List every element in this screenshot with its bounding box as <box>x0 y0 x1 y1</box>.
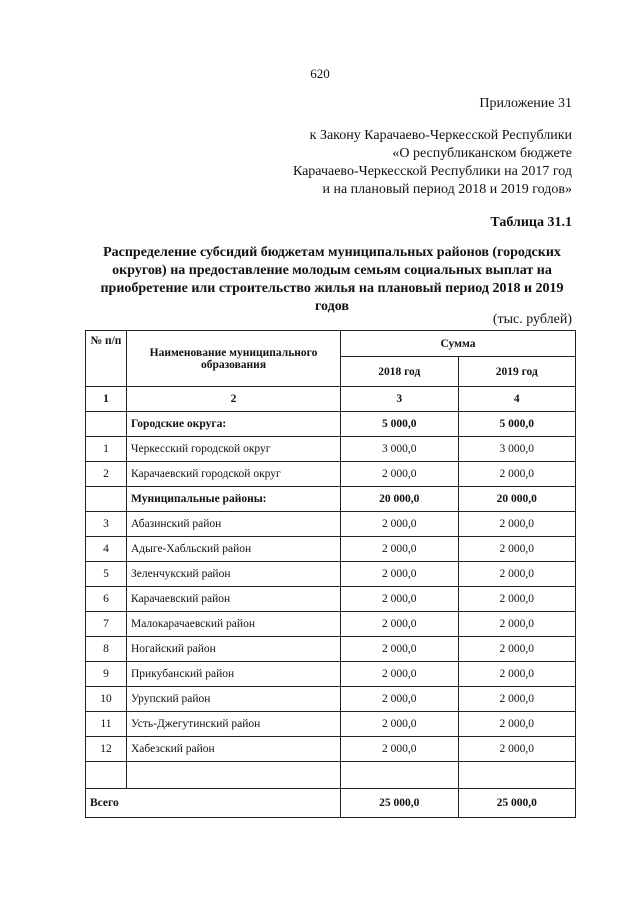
row-num: 1 <box>86 437 127 462</box>
row-2018: 2 000,0 <box>341 662 459 687</box>
row-2019: 2 000,0 <box>458 587 576 612</box>
index-cell: 2 <box>127 387 341 412</box>
row-2018: 2 000,0 <box>341 562 459 587</box>
row-2019: 2 000,0 <box>458 462 576 487</box>
row-2018: 3 000,0 <box>341 437 459 462</box>
header-name: Наименование муниципального образования <box>127 331 341 387</box>
table-row <box>86 662 576 687</box>
total-2019: 25 000,0 <box>458 789 576 818</box>
header-num: № п/п <box>86 331 127 387</box>
law-ref-line: к Закону Карачаево-Черкесской Республики <box>309 128 572 143</box>
row-num <box>86 487 127 512</box>
row-name: Урупский район <box>127 687 341 712</box>
row-num: 3 <box>86 512 127 537</box>
row-2019: 2 000,0 <box>458 537 576 562</box>
table-row <box>86 612 576 637</box>
row-2019: 2 000,0 <box>458 512 576 537</box>
total-2018: 25 000,0 <box>341 789 459 818</box>
row-2018: 2 000,0 <box>341 737 459 762</box>
blank-cell <box>458 762 576 789</box>
row-2018: 2 000,0 <box>341 712 459 737</box>
subsidy-table <box>85 330 576 818</box>
row-name: Зеленчукский район <box>127 562 341 587</box>
law-ref-line: и на плановый период 2018 и 2019 годов» <box>322 182 572 197</box>
index-cell: 1 <box>86 387 127 412</box>
header-2018: 2018 год <box>341 357 459 387</box>
row-num: 9 <box>86 662 127 687</box>
law-ref-line: Карачаево-Черкесской Республики на 2017 год <box>292 164 572 179</box>
row-name: Городские округа: <box>127 412 341 437</box>
table-label: Таблица 31.1 <box>490 215 572 230</box>
table-row <box>86 512 576 537</box>
header-sum: Сумма <box>341 331 576 357</box>
row-num: 5 <box>86 562 127 587</box>
row-name: Карачаевский район <box>127 587 341 612</box>
row-2019: 2 000,0 <box>458 562 576 587</box>
total-row <box>86 789 576 818</box>
page-number: 620 <box>310 66 330 81</box>
row-2018: 5 000,0 <box>341 412 459 437</box>
annex-label: Приложение 31 <box>479 96 572 111</box>
column-index-row <box>86 387 576 412</box>
row-2018: 2 000,0 <box>341 462 459 487</box>
row-name: Усть-Джегутинский район <box>127 712 341 737</box>
row-name: Прикубанский район <box>127 662 341 687</box>
table-row <box>86 737 576 762</box>
table-row <box>86 712 576 737</box>
row-num: 7 <box>86 612 127 637</box>
blank-cell <box>86 762 127 789</box>
row-2019: 2 000,0 <box>458 637 576 662</box>
row-2019: 5 000,0 <box>458 412 576 437</box>
row-2018: 2 000,0 <box>341 637 459 662</box>
total-label: Всего <box>86 789 341 818</box>
row-2018: 2 000,0 <box>341 587 459 612</box>
row-2019: 3 000,0 <box>458 437 576 462</box>
row-num: 6 <box>86 587 127 612</box>
blank-cell <box>341 762 459 789</box>
law-reference <box>293 127 572 199</box>
table-row <box>86 437 576 462</box>
row-2019: 2 000,0 <box>458 662 576 687</box>
row-name: Адыге-Хабльский район <box>127 537 341 562</box>
table-row <box>86 537 576 562</box>
law-ref-line: «О республиканском бюджете <box>392 146 572 161</box>
row-2019: 2 000,0 <box>458 737 576 762</box>
row-num: 10 <box>86 687 127 712</box>
index-cell: 3 <box>341 387 459 412</box>
row-num <box>86 412 127 437</box>
row-2018: 2 000,0 <box>341 512 459 537</box>
row-name: Ногайский район <box>127 637 341 662</box>
row-num: 11 <box>86 712 127 737</box>
row-name: Малокарачаевский район <box>127 612 341 637</box>
row-2018: 2 000,0 <box>341 612 459 637</box>
row-2019: 2 000,0 <box>458 687 576 712</box>
table-row <box>86 462 576 487</box>
row-num: 8 <box>86 637 127 662</box>
row-num: 2 <box>86 462 127 487</box>
row-2019: 20 000,0 <box>458 487 576 512</box>
row-name: Карачаевский городской округ <box>127 462 341 487</box>
row-num: 12 <box>86 737 127 762</box>
row-2018: 20 000,0 <box>341 487 459 512</box>
table-row <box>86 637 576 662</box>
blank-cell <box>127 762 341 789</box>
row-num: 4 <box>86 537 127 562</box>
index-cell: 4 <box>458 387 576 412</box>
blank-row <box>86 762 576 789</box>
document-title: Распределение субсидий бюджетам муниципальных районов (городских округов) на предоставление молодым семьям социальных выплат на приобретение или строительство жилья на плановый период 2018 и 2019 годов <box>100 245 564 314</box>
row-2018: 2 000,0 <box>341 687 459 712</box>
header-2019: 2019 год <box>458 357 576 387</box>
table-row <box>86 487 576 512</box>
table-row <box>86 587 576 612</box>
row-2018: 2 000,0 <box>341 537 459 562</box>
table-row <box>86 687 576 712</box>
table-header-row <box>86 331 576 357</box>
row-2019: 2 000,0 <box>458 712 576 737</box>
table-row <box>86 412 576 437</box>
row-name: Хабезский район <box>127 737 341 762</box>
table-row <box>86 562 576 587</box>
row-2019: 2 000,0 <box>458 612 576 637</box>
row-name: Абазинский район <box>127 512 341 537</box>
units-note: (тыс. рублей) <box>492 312 572 327</box>
row-name: Муниципальные районы: <box>127 487 341 512</box>
row-name: Черкесский городской округ <box>127 437 341 462</box>
